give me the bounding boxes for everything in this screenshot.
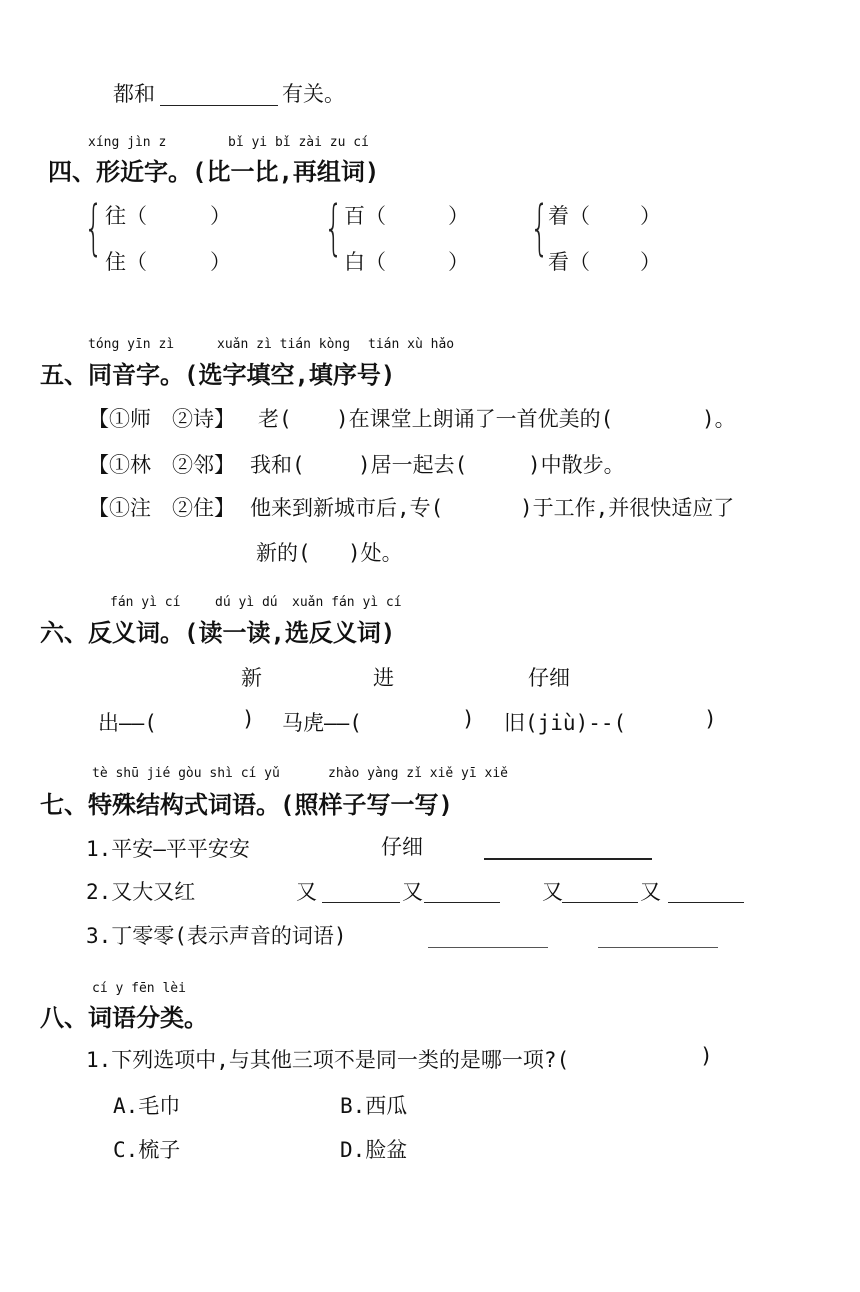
answer-blank[interactable] — [322, 902, 400, 903]
s4-g1-a-end: ） — [210, 204, 231, 228]
s4-g2-a: 百（ — [344, 204, 386, 228]
s5-title: 五、同音字。(选字填空,填序号) — [40, 361, 396, 389]
s4-g3-a-end: ） — [640, 204, 661, 228]
s7-pinyin-2: zhào yàng zǐ xiě yī xiě — [328, 766, 509, 781]
top-prefix: 都和 — [113, 82, 155, 106]
s4-g1-b-end: ） — [210, 250, 231, 274]
s5-pinyin-2: xuǎn zì tián kòng — [217, 337, 351, 352]
s7-q3: 3.丁零零(表示声音的词语) — [86, 924, 347, 948]
s6-choice-2: 进 — [373, 666, 394, 690]
s5-l2-c: )中散步。 — [528, 453, 625, 477]
s5-l4-b: )处。 — [348, 541, 403, 565]
s5-l1-c: )。 — [702, 407, 736, 431]
s7-q1-word: 仔细 — [381, 835, 423, 859]
s5-l1-opts: 【①师 ②诗】 — [88, 407, 235, 431]
s8-option-a[interactable]: A.毛巾 — [113, 1094, 181, 1118]
brace-icon: { — [84, 193, 104, 263]
brace-icon: { — [530, 193, 550, 263]
s5-pinyin-3: tián xù hǎo — [368, 337, 455, 352]
s5-l3-a: 他来到新城市后,专( — [250, 496, 444, 520]
s5-l2-a: 我和( — [250, 453, 305, 477]
s6-item-1: 出——( — [98, 711, 157, 735]
s4-title: 四、形近字。(比一比,再组词) — [48, 158, 380, 186]
s6-item-3-end: ) — [704, 707, 717, 731]
s7-you-1: 又 — [296, 880, 317, 904]
s7-title: 七、特殊结构式词语。(照样子写一写) — [40, 791, 453, 819]
s8-pinyin: cí y fēn lèi — [92, 981, 186, 996]
s6-pinyin-1: fán yì cí — [110, 595, 181, 610]
s6-item-1-end: ) — [242, 707, 255, 731]
s7-you-3: 又 — [542, 880, 563, 904]
s4-g3-a: 着（ — [548, 204, 590, 228]
s4-pinyin-1: xíng jìn z — [88, 135, 167, 150]
answer-blank[interactable] — [424, 902, 500, 903]
answer-blank[interactable] — [668, 902, 744, 903]
s5-l2-opts: 【①林 ②邻】 — [88, 453, 235, 477]
s4-g3-b: 看（ — [548, 250, 590, 274]
answer-blank[interactable] — [160, 105, 278, 106]
s5-pinyin-1: tóng yīn zì — [88, 337, 175, 352]
answer-blank[interactable] — [562, 902, 638, 903]
s8-q1-end: ) — [700, 1044, 713, 1068]
brace-icon: { — [324, 193, 344, 263]
s6-item-3: 旧(jiù)--( — [504, 711, 627, 735]
s8-option-b[interactable]: B.西瓜 — [340, 1094, 408, 1118]
s8-option-c[interactable]: C.梳子 — [113, 1138, 181, 1162]
s6-item-2: 马虎——( — [282, 711, 362, 735]
s4-g2-a-end: ） — [448, 204, 469, 228]
s6-title: 六、反义词。(读一读,选反义词) — [40, 619, 396, 647]
s8-title: 八、词语分类。 — [40, 1004, 208, 1032]
s7-q1: 1.平安—平平安安 — [86, 837, 250, 861]
s7-pinyin-1: tè shū jié gòu shì cí yǔ — [92, 766, 280, 781]
s5-l3-b: )于工作,并很快适应了 — [520, 496, 735, 520]
s5-l1-a: 老( — [258, 407, 292, 431]
s4-g1-a: 往（ — [105, 204, 147, 228]
s4-g2-b: 白（ — [344, 250, 386, 274]
s8-option-d[interactable]: D.脸盆 — [340, 1138, 408, 1162]
s4-pinyin-2: bǐ yi bǐ zài zu cí — [228, 135, 369, 150]
s4-g2-b-end: ） — [448, 250, 469, 274]
s4-g1-b: 住（ — [105, 250, 147, 274]
s8-q1: 1.下列选项中,与其他三项不是同一类的是哪一项?( — [86, 1048, 570, 1072]
top-suffix: 有关。 — [282, 82, 345, 106]
s6-pinyin-3: xuǎn fán yì cí — [292, 595, 402, 610]
answer-blank[interactable] — [598, 947, 718, 948]
answer-blank[interactable] — [428, 947, 548, 948]
s4-g3-b-end: ） — [640, 250, 661, 274]
s6-choice-1: 新 — [241, 666, 262, 690]
answer-blank[interactable] — [484, 858, 652, 860]
s5-l3-opts: 【①注 ②住】 — [88, 496, 235, 520]
s5-l1-b: )在课堂上朗诵了一首优美的( — [336, 407, 614, 431]
s6-choice-3: 仔细 — [528, 666, 570, 690]
s5-l4-a: 新的( — [256, 541, 311, 565]
s6-item-2-end: ) — [462, 707, 475, 731]
s5-l2-b: )居一起去( — [358, 453, 468, 477]
s7-you-2: 又 — [402, 880, 423, 904]
s6-pinyin-2: dú yì dú — [215, 595, 278, 610]
s7-you-4: 又 — [640, 880, 661, 904]
s7-q2: 2.又大又红 — [86, 880, 196, 904]
